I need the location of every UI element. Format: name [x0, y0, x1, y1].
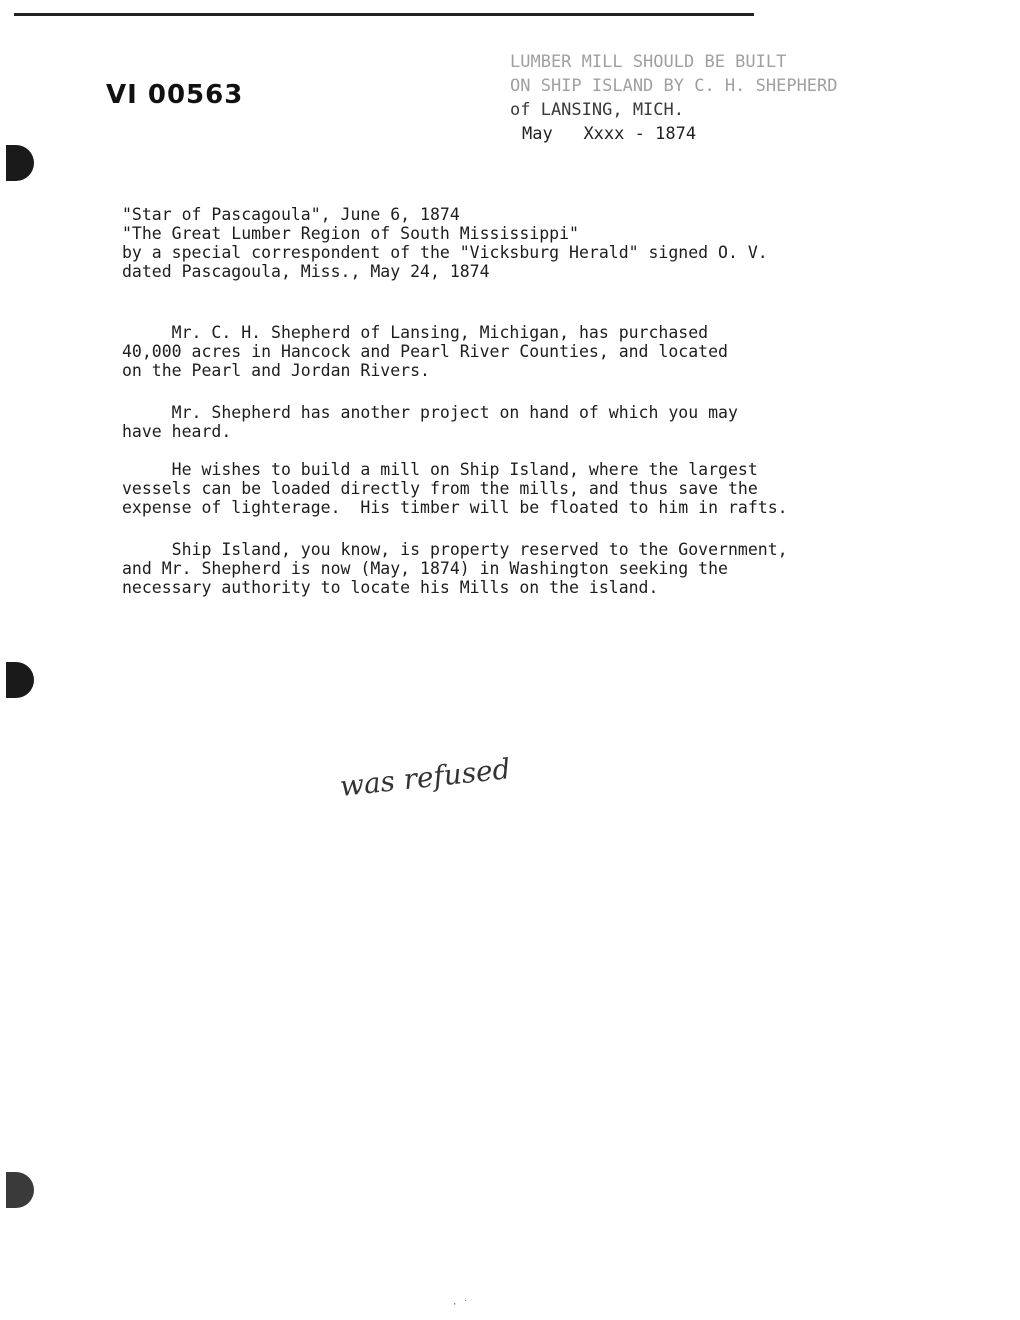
page-mark: · ˙ — [452, 1300, 469, 1310]
heading-line-2: ON SHIP ISLAND BY C. H. SHEPHERD — [510, 76, 838, 96]
source-citation — [122, 205, 768, 281]
document-heading — [510, 50, 838, 146]
date-month: May — [522, 124, 553, 144]
source-line-4: dated Pascagoula, Miss., May 24, 1874 — [122, 262, 490, 281]
date-struck: Xxxx — [583, 124, 625, 144]
top-rule — [14, 13, 754, 16]
punch-hole — [6, 145, 34, 181]
punch-hole — [6, 662, 34, 698]
source-line-3: by a special correspondent of the "Vicksburg Herald" signed O. V. — [122, 243, 768, 262]
punch-hole — [6, 1172, 34, 1208]
source-line-2: "The Great Lumber Region of South Mississippi" — [122, 224, 579, 243]
source-line-1: "Star of Pascagoula", June 6, 1874 — [122, 205, 460, 224]
body-paragraph: Mr. C. H. Shepherd of Lansing, Michigan, has purchased 40,000 acres in Hancock and Pearl River Counties, and located on the Pearl and Jordan Rivers. — [122, 323, 728, 380]
body-paragraph: He wishes to build a mill on Ship Island, where the largest vessels can be loaded directly from the mills, and thus save the expense of lighterage. His timber will be floated to him in rafts. — [122, 460, 788, 517]
heading-line-3: of LANSING, MICH. — [510, 100, 684, 120]
heading-date — [522, 122, 838, 146]
heading-line-1: LUMBER MILL SHOULD BE BUILT — [510, 52, 787, 72]
body-paragraph: Mr. Shepherd has another project on hand of which you may have heard. — [122, 403, 738, 441]
handwritten-note: was refused — [338, 752, 512, 803]
document-id: VI 00563 — [106, 80, 244, 110]
date-year: - 1874 — [634, 124, 697, 144]
body-paragraph: Ship Island, you know, is property reserved to the Government, and Mr. Shepherd is now (May, 1874) in Washington seeking the necessary authority to locate his Mills on the island. — [122, 540, 788, 597]
